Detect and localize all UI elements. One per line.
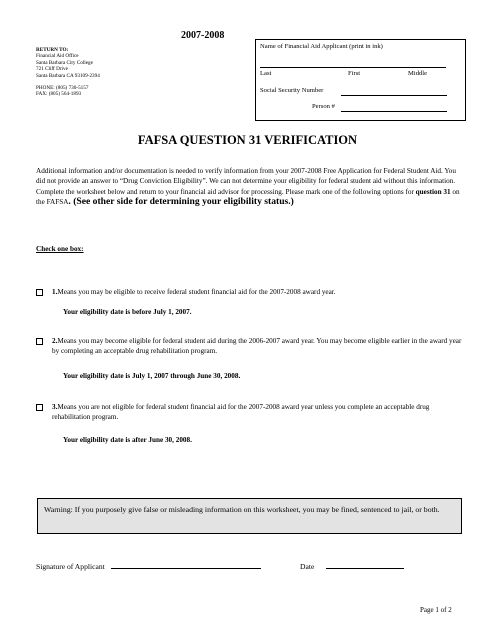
person-number-field[interactable]	[341, 111, 447, 112]
option-number: 2.	[52, 337, 58, 345]
intro-fafsa: on the FAFSA	[36, 187, 460, 207]
intro-text: Additional information and/or documentation is needed to verify information from your 2007-2008 Free Application for Federal Student Aid. You did not provide an answer to “Drug Conviction Eligibility”. We can not determine your eligibility for federal student aid without this information. Complete the worksheet below and return to your financial aid advisor for processing. Please mark one of the following options for	[36, 167, 456, 196]
option-description: Means you may become eligible for federal student aid during the 2006-2007 award year. You may become eligible earlier in the award year by completing an acceptable drug rehabilitation program.	[52, 337, 462, 355]
page-number: Page 1 of 2	[420, 606, 452, 614]
option-1-text	[52, 288, 462, 298]
fax-number: FAX: (805) 564-1893	[36, 91, 82, 98]
address-line: Santa Barbara City College	[36, 59, 93, 66]
person-number-label: Person #	[312, 103, 335, 110]
applicant-name-label: Name of Financial Aid Applicant (print in ink)	[260, 43, 383, 50]
return-to-label: RETURN TO:	[36, 47, 69, 53]
applicant-name-field[interactable]	[260, 67, 446, 68]
option-description: Means you are not eligible for federal student financial aid for the 2007-2008 award year unless you complete an acceptable drug rehabilitation program.	[52, 403, 430, 421]
ssn-label: Social Security Number	[260, 87, 324, 94]
option-3-checkbox[interactable]	[36, 404, 43, 411]
question-number: question 31	[415, 187, 451, 196]
option-number: 1.	[52, 288, 58, 296]
date-field[interactable]	[326, 560, 404, 569]
address-line: Financial Aid Office	[36, 53, 79, 60]
option-1-checkbox[interactable]	[36, 289, 43, 296]
last-name-label: Last	[260, 70, 272, 77]
signature-row	[36, 560, 261, 571]
date-row	[300, 560, 404, 571]
return-address-block	[36, 47, 100, 98]
address-line: 721 Cliff Drive	[36, 66, 68, 73]
page-title: FAFSA QUESTION 31 VERIFICATION	[137, 133, 358, 147]
option-2-checkbox[interactable]	[36, 338, 43, 345]
intro-paragraph	[36, 166, 466, 208]
form-year: 2007-2008	[181, 30, 225, 41]
warning-text: Warning: If you purposely give false or misleading information on this worksheet, you may be fined, sentenced to jail, or both.	[44, 505, 440, 514]
option-3-eligibility: Your eligibility date is after June 30, 2008.	[63, 436, 192, 444]
middle-name-label: Middle	[408, 70, 428, 77]
signature-field[interactable]	[111, 560, 261, 569]
option-2-text	[52, 337, 462, 356]
date-label: Date	[300, 562, 315, 571]
signature-label: Signature of Applicant	[36, 562, 105, 571]
address-line: Santa Barbara CA 93109-2394	[36, 72, 100, 79]
intro-emphasis: . (See other side for determining your eligibility status.)	[68, 196, 294, 208]
option-3-text	[52, 403, 462, 422]
warning-box	[37, 498, 462, 534]
check-one-label: Check one box:	[36, 245, 84, 253]
phone-number: PHONE: (805) 730-5157	[36, 85, 89, 92]
ssn-field[interactable]	[341, 95, 447, 96]
option-number: 3.	[52, 403, 58, 411]
applicant-info-box	[255, 39, 466, 121]
option-description: Means you may be eligible to receive federal student financial aid for the 2007-2008 award year.	[57, 288, 336, 296]
first-name-label: First	[348, 70, 361, 77]
option-2-eligibility: Your eligibility date is July 1, 2007 through June 30, 2008.	[63, 372, 241, 380]
option-1-eligibility: Your eligibility date is before July 1, 2007.	[63, 308, 192, 316]
